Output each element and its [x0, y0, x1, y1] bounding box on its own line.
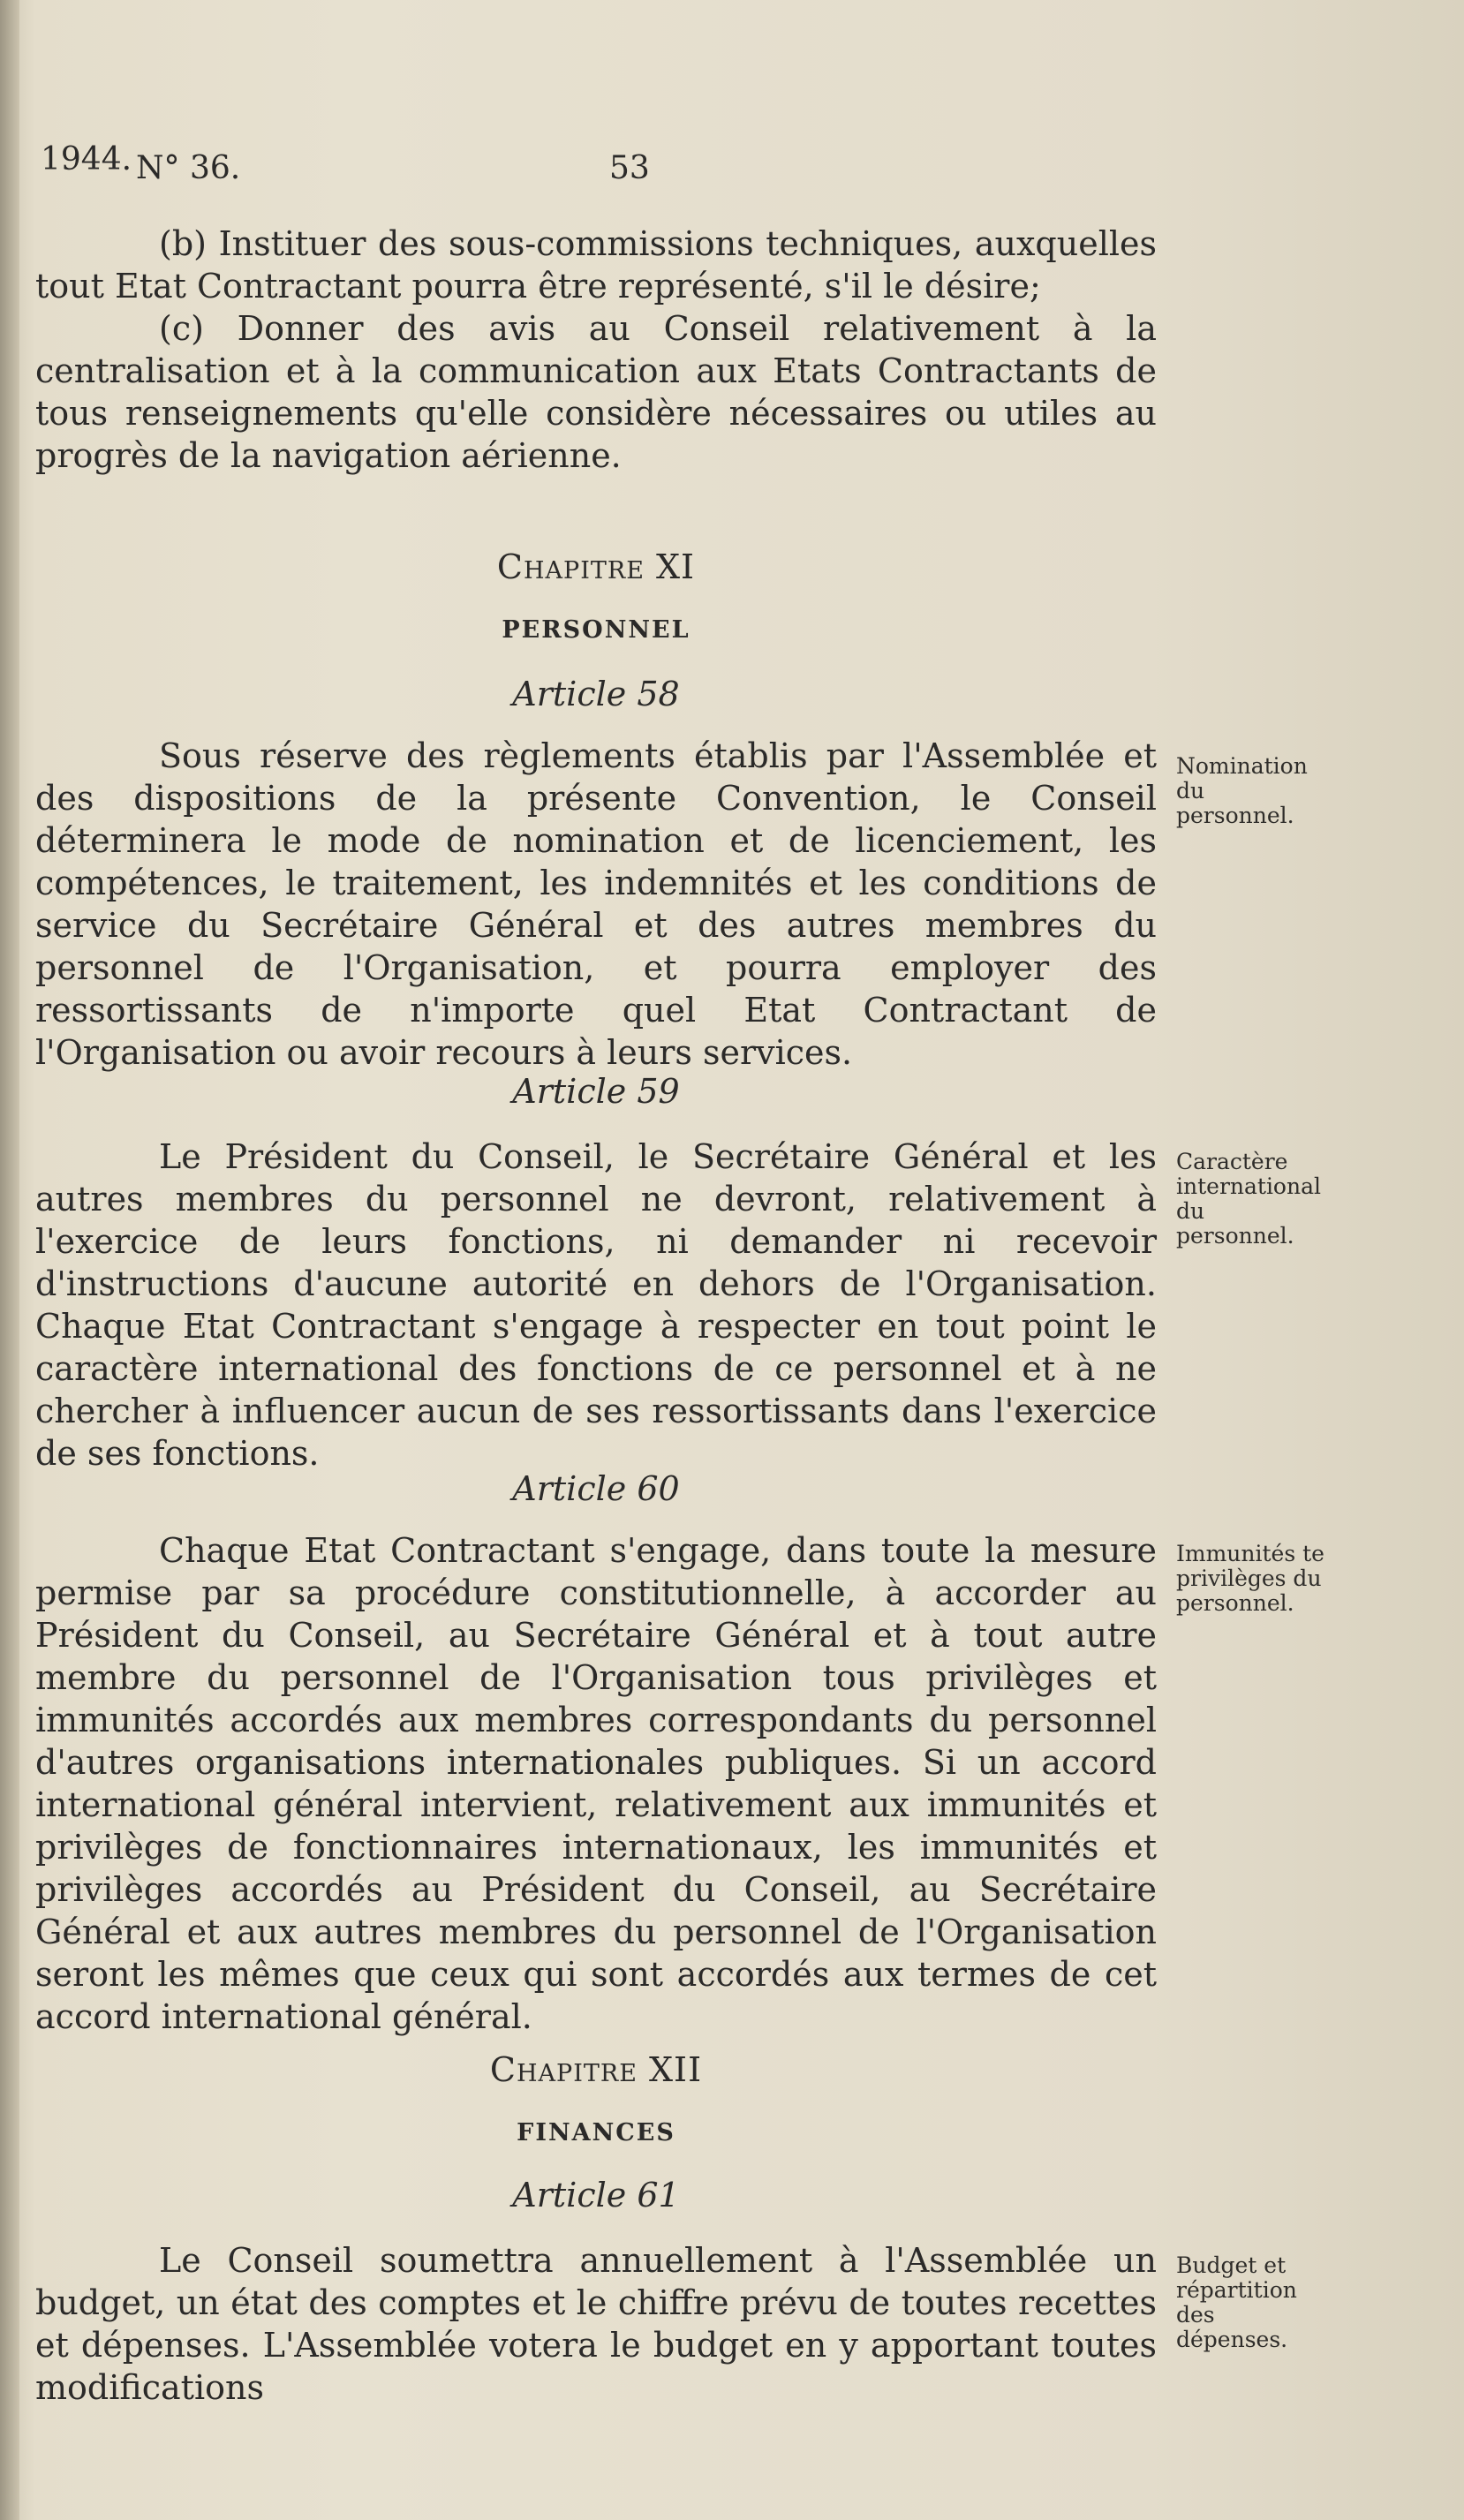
article-59-body	[35, 1136, 1157, 1475]
article-60-title: Article 60	[512, 1469, 680, 1508]
article-59-title: Article 59	[512, 1072, 680, 1111]
binding-gutter	[0, 0, 19, 2520]
intro-text	[35, 223, 1157, 477]
paragraph-c: (c) Donner des avis au Conseil relativement à la centralisation et à la communication aux Etats Contractants de tous renseignements qu'elle considère nécessaires ou utiles au progrès de la navigation aérienne.	[35, 309, 1157, 475]
article-61-body	[35, 2239, 1157, 2409]
chapter-11-subtitle: PERSONNEL	[502, 616, 690, 644]
article-59-margin-note: Caractère international du personnel.	[1176, 1149, 1321, 1249]
page-number: 53	[609, 150, 650, 186]
article-61-text: Le Conseil soumettra annuellement à l'Assemblée un budget, un état des comptes et le chiffre prévu de toutes recettes et dépenses. L'Assemblée votera le budget en y apportant toutes modifications	[35, 2241, 1157, 2407]
running-header	[41, 141, 1153, 191]
header-number: N° 36.	[136, 150, 241, 186]
paragraph-b: (b) Instituer des sous-commissions techniques, auxquelles tout Etat Contractant pourra être représenté, s'il le désire;	[35, 224, 1157, 306]
chapter-12-title: Chapitre XII	[489, 2050, 703, 2089]
article-58-margin-note: Nomination du personnel.	[1176, 753, 1308, 828]
header-year: 1944.	[41, 141, 132, 177]
article-58-body	[35, 735, 1157, 1074]
article-60-body	[35, 1529, 1157, 2038]
article-58-text: Sous réserve des règlements établis par l'Assemblée et des dispositions de la présente Convention, le Conseil déterminera le mode de nomination et de licenciement, les compétences, le traitement, les indemnités et les conditions de service du Secrétaire Général et des autres membres du personnel de l'Organisation, et pourra employer des ressortissants de n'importe quel Etat Contractant de l'Organisation ou avoir recours à leurs services.	[35, 736, 1157, 1072]
article-61-title: Article 61	[512, 2176, 680, 2214]
article-60-text: Chaque Etat Contractant s'engage, dans toute la mesure permise par sa procédure constitutionnelle, à accorder au Président du Conseil, au Secrétaire Général et à tout autre membre du personnel de l'Organisation tous privilèges et immunités accordés aux membres correspondants du personnel d'autres organisations internationales publiques. Si un accord international général intervient, relativement aux immunités et privilèges de fonctionnaires internationaux, les immunités et privilèges accordés au Président du Conseil, au Secrétaire Général et aux autres membres du personnel de l'Organisation seront les mêmes que ceux qui sont accordés aux termes de cet accord international général.	[35, 1531, 1157, 2036]
article-60-margin-note: Immunités te privilèges du personnel.	[1176, 1541, 1324, 1616]
article-59-text: Le Président du Conseil, le Secrétaire Général et les autres membres du personnel ne devront, relativement à l'exercice de leurs fonctions, ni demander ni recevoir d'instructions d'aucune autorité en dehors de l'Organisation. Chaque Etat Contractant s'engage à respecter en tout point le caractère international des fonctions de ce personnel et à ne chercher à influencer aucun de ses ressortissants dans l'exercice de ses fonctions.	[35, 1137, 1157, 1473]
chapter-12-subtitle: FINANCES	[517, 2119, 675, 2147]
chapter-11-title: Chapitre XI	[496, 547, 696, 586]
article-61-margin-note: Budget et répartition des dépenses.	[1176, 2252, 1297, 2352]
article-58-title: Article 58	[512, 675, 680, 713]
